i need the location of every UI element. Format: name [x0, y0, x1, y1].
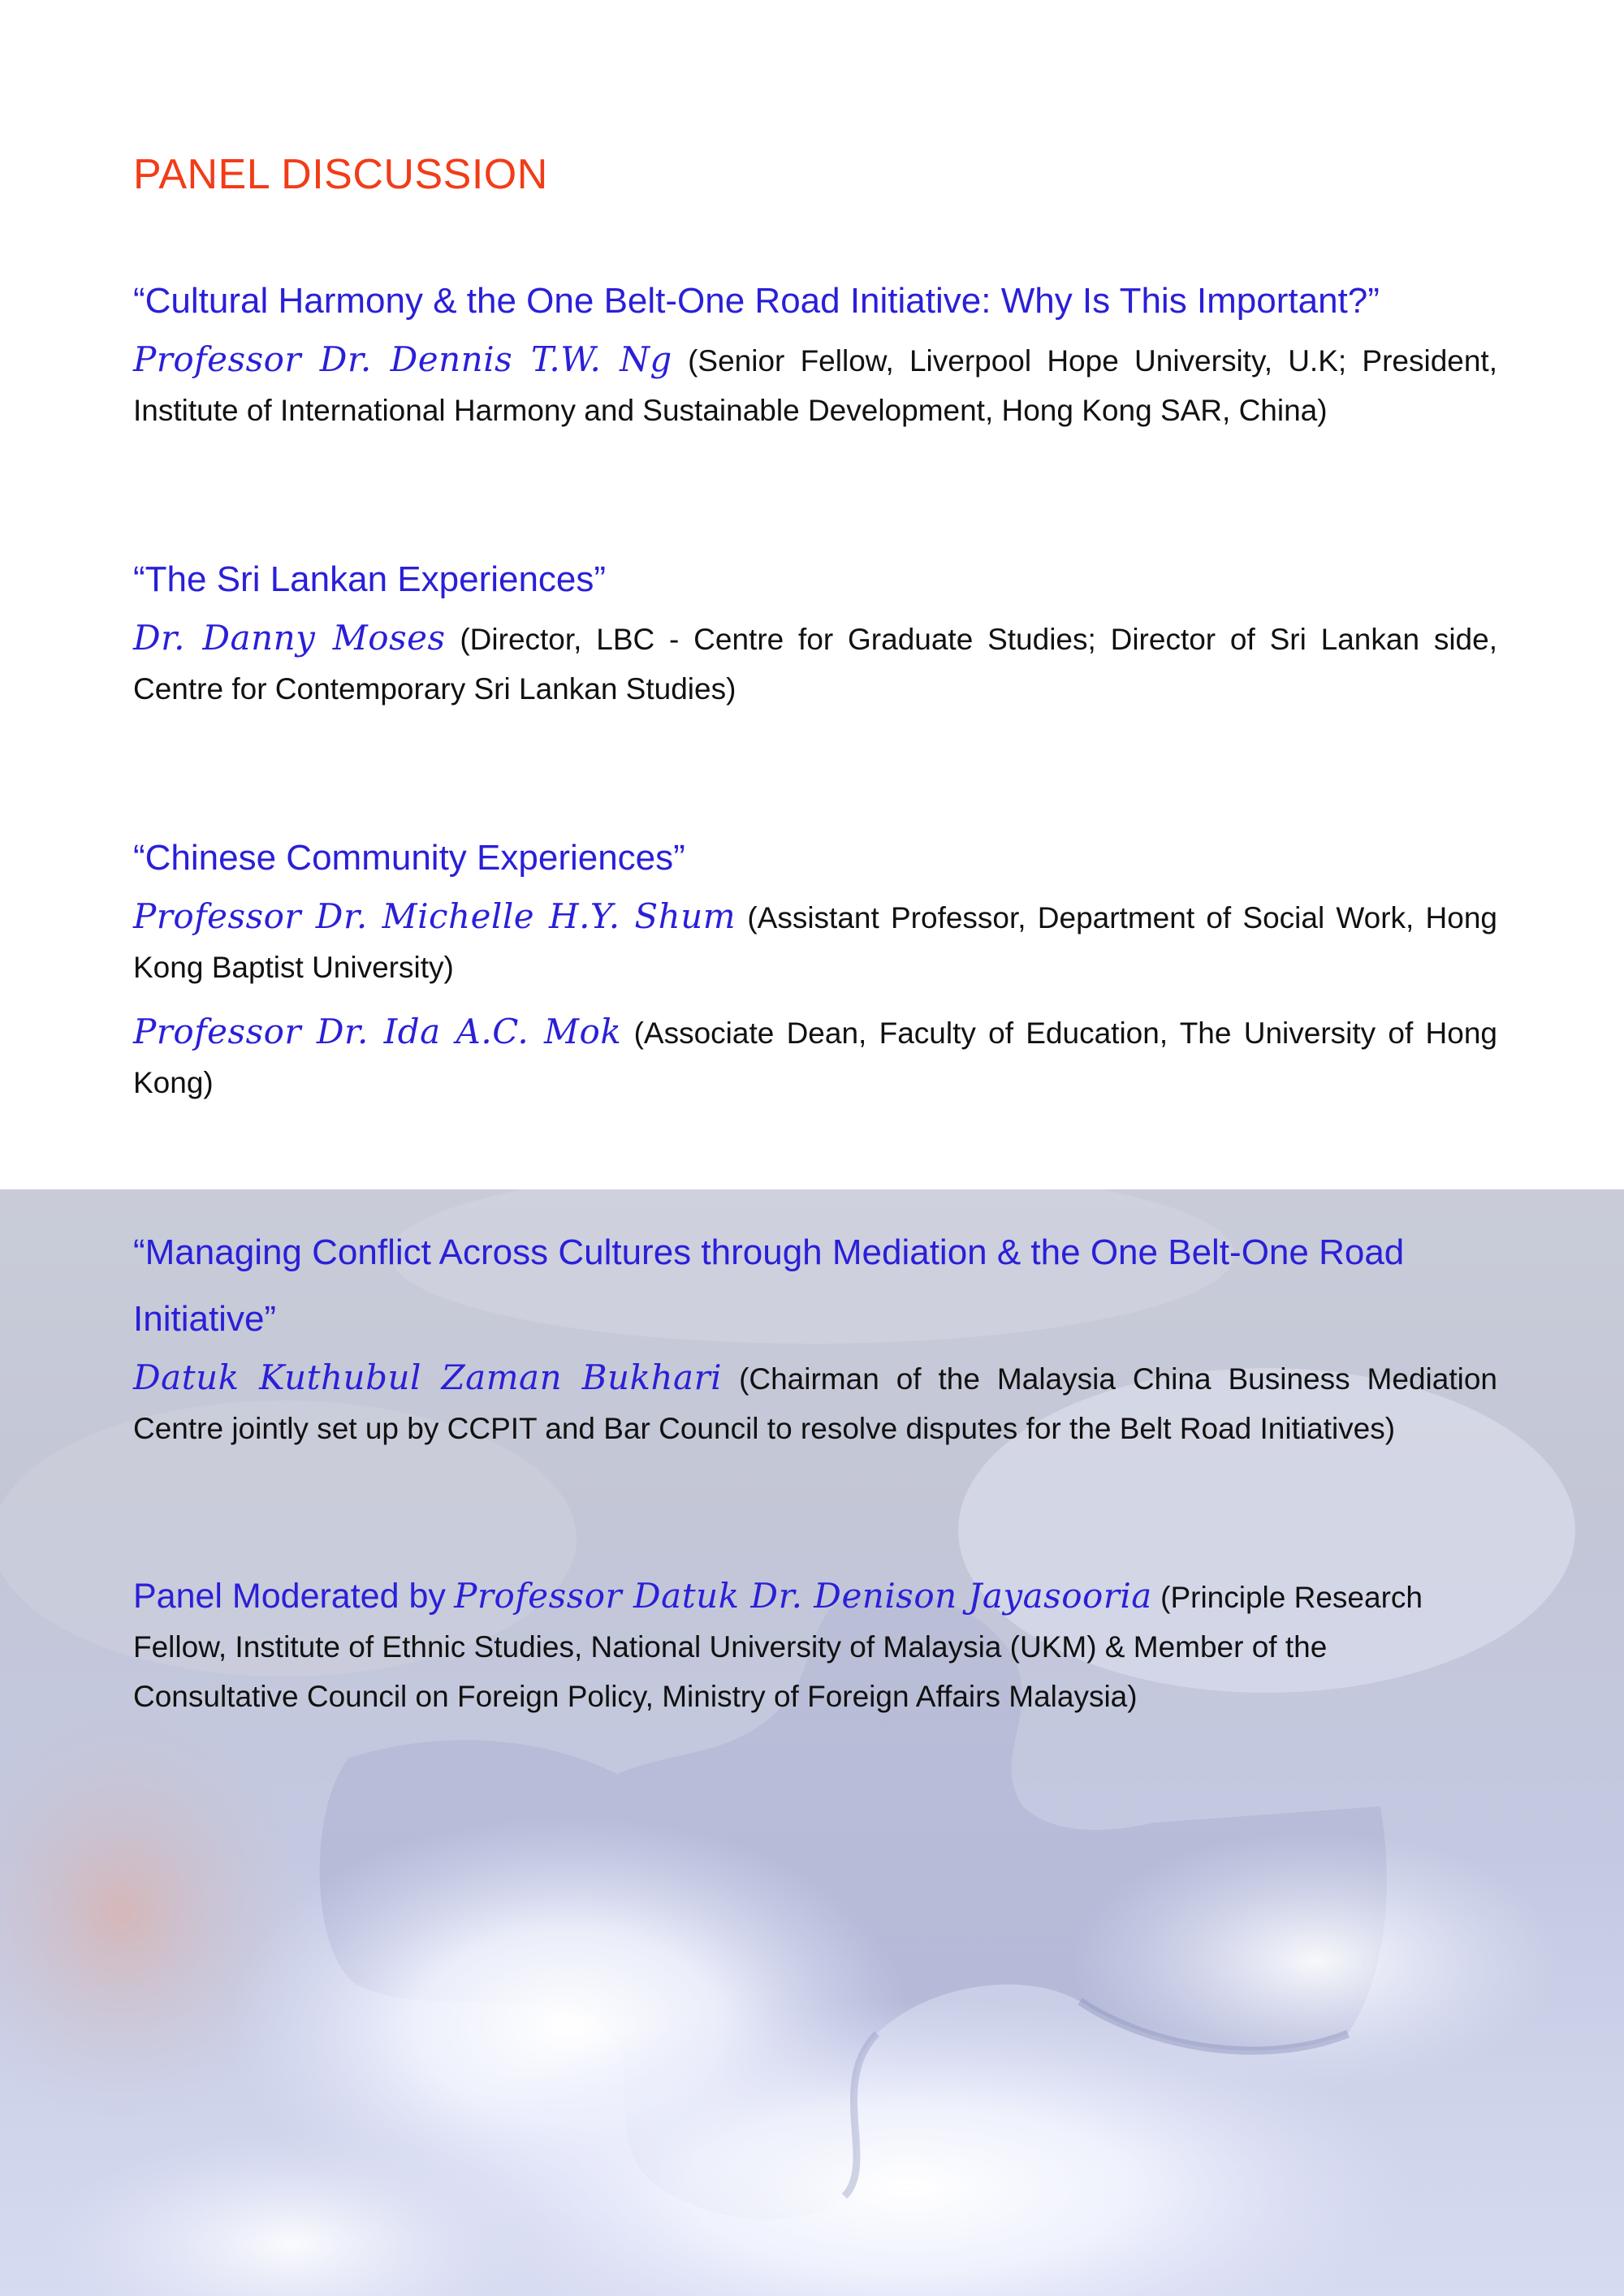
panel-moderator — [133, 1571, 1497, 1736]
speaker-name: Datuk Kuthubul Zaman Bukhari — [133, 1357, 723, 1397]
speaker-entry — [133, 334, 1497, 435]
speaker-entry — [133, 613, 1497, 714]
speaker-name: Professor Dr. Ida A.C. Mok — [133, 1012, 622, 1051]
speaker-affiliation: (Senior Fellow, Liverpool Hope University, U.K; President, Institute of International Harmony and Sustainable Development, Hong Kong SAR, China) — [133, 344, 1497, 427]
section-topic: “Cultural Harmony & the One Belt-One Road Initiative: Why Is This Important?” — [133, 281, 1380, 321]
speaker-entry — [133, 1353, 1497, 1453]
panel-section-managing-conflict — [133, 1219, 1497, 1468]
speaker-name: Professor Dr. Dennis T.W. Ng — [133, 339, 672, 379]
speaker-entry — [133, 1007, 1497, 1107]
panel-section-chinese-community — [133, 825, 1497, 1122]
moderator-name: Professor Datuk Dr. Denison Jayasooria — [454, 1576, 1152, 1616]
moderator-affiliation: (Principle Research Fellow, Institute of Ethnic Studies, National University of Malaysia (UKM) & Member of the Consultative Council on Foreign Policy, Ministry of Foreign Affairs Malaysia) — [133, 1581, 1423, 1713]
speaker-name: Dr. Danny Moses — [133, 618, 446, 658]
panel-section-sri-lankan — [133, 546, 1497, 728]
speaker-entry — [133, 891, 1497, 992]
moderator-entry — [133, 1571, 1497, 1721]
speaker-affiliation: (Director, LBC - Centre for Graduate Studies; Director of Sri Lankan side, Centre for Contemporary Sri Lankan Studies) — [133, 623, 1497, 706]
section-topic: “The Sri Lankan Experiences” — [133, 559, 607, 599]
speaker-affiliation: (Chairman of the Malaysia China Business Mediation Centre jointly set up by CCPIT and Bar Council to resolve disputes for the Belt Road Initiatives) — [133, 1362, 1497, 1445]
section-topic: “Chinese Community Experiences” — [133, 838, 685, 878]
section-topic: “Managing Conflict Across Cultures through Mediation & the One Belt-One Road Initiative” — [133, 1232, 1405, 1339]
page-title: PANEL DISCUSSION — [133, 151, 548, 198]
speaker-affiliation: (Associate Dean, Faculty of Education, The University of Hong Kong) — [133, 1016, 1498, 1099]
panel-section-cultural-harmony — [133, 268, 1497, 450]
speaker-affiliation: (Assistant Professor, Department of Social Work, Hong Kong Baptist University) — [133, 901, 1498, 984]
speaker-name: Professor Dr. Michelle H.Y. Shum — [133, 896, 736, 936]
moderator-label: Panel Moderated by — [133, 1577, 446, 1616]
